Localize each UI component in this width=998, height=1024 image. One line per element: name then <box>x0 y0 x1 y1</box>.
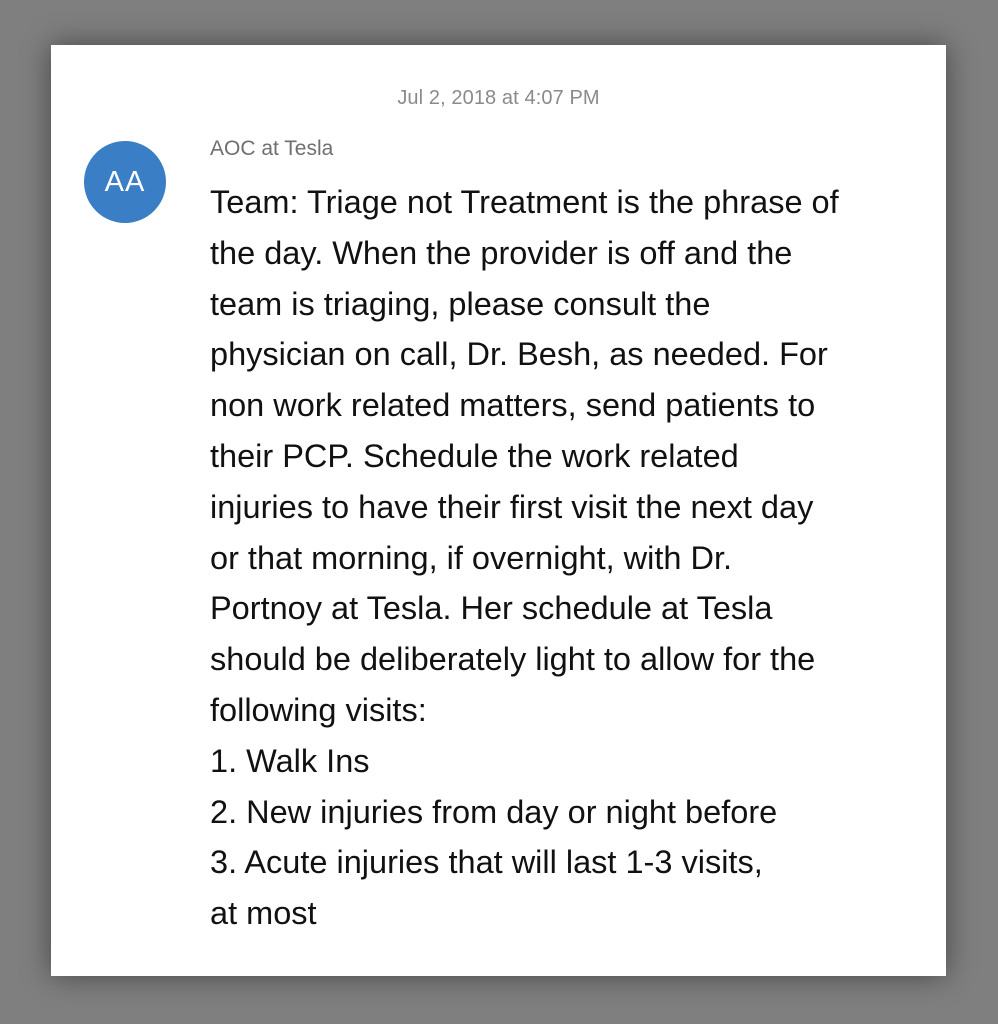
message-line: 1. Walk Ins <box>210 742 370 779</box>
message-body <box>210 177 925 939</box>
sender-name: AOC at Tesla <box>210 137 334 160</box>
message-line: should be deliberately light to allow for the <box>210 641 816 678</box>
message-line: Team: Triage not Treatment is the phrase of <box>210 184 839 220</box>
message-line: following visits: <box>210 691 427 728</box>
message-line: at most <box>210 895 317 932</box>
message-line: Portnoy at Tesla. Her schedule at Tesla <box>210 590 773 627</box>
message-line: team is triaging, please consult the <box>210 285 711 322</box>
message-line: 3. Acute injuries that will last 1-3 visits, <box>210 844 763 881</box>
message-card <box>51 45 946 976</box>
message-line: injuries to have their first visit the next day <box>210 488 814 525</box>
message-timestamp: Jul 2, 2018 at 4:07 PM <box>397 87 600 109</box>
message-line: 2. New injuries from day or night before <box>210 793 778 830</box>
avatar[interactable]: AA <box>84 141 166 223</box>
message-line: their PCP. Schedule the work related <box>210 437 739 474</box>
message-line: physician on call, Dr. Besh, as needed. For <box>210 336 828 373</box>
message-line: non work related matters, send patients to <box>210 387 816 424</box>
message-line: the day. When the provider is off and the <box>210 234 793 271</box>
message-line: or that morning, if overnight, with Dr. <box>210 539 733 576</box>
